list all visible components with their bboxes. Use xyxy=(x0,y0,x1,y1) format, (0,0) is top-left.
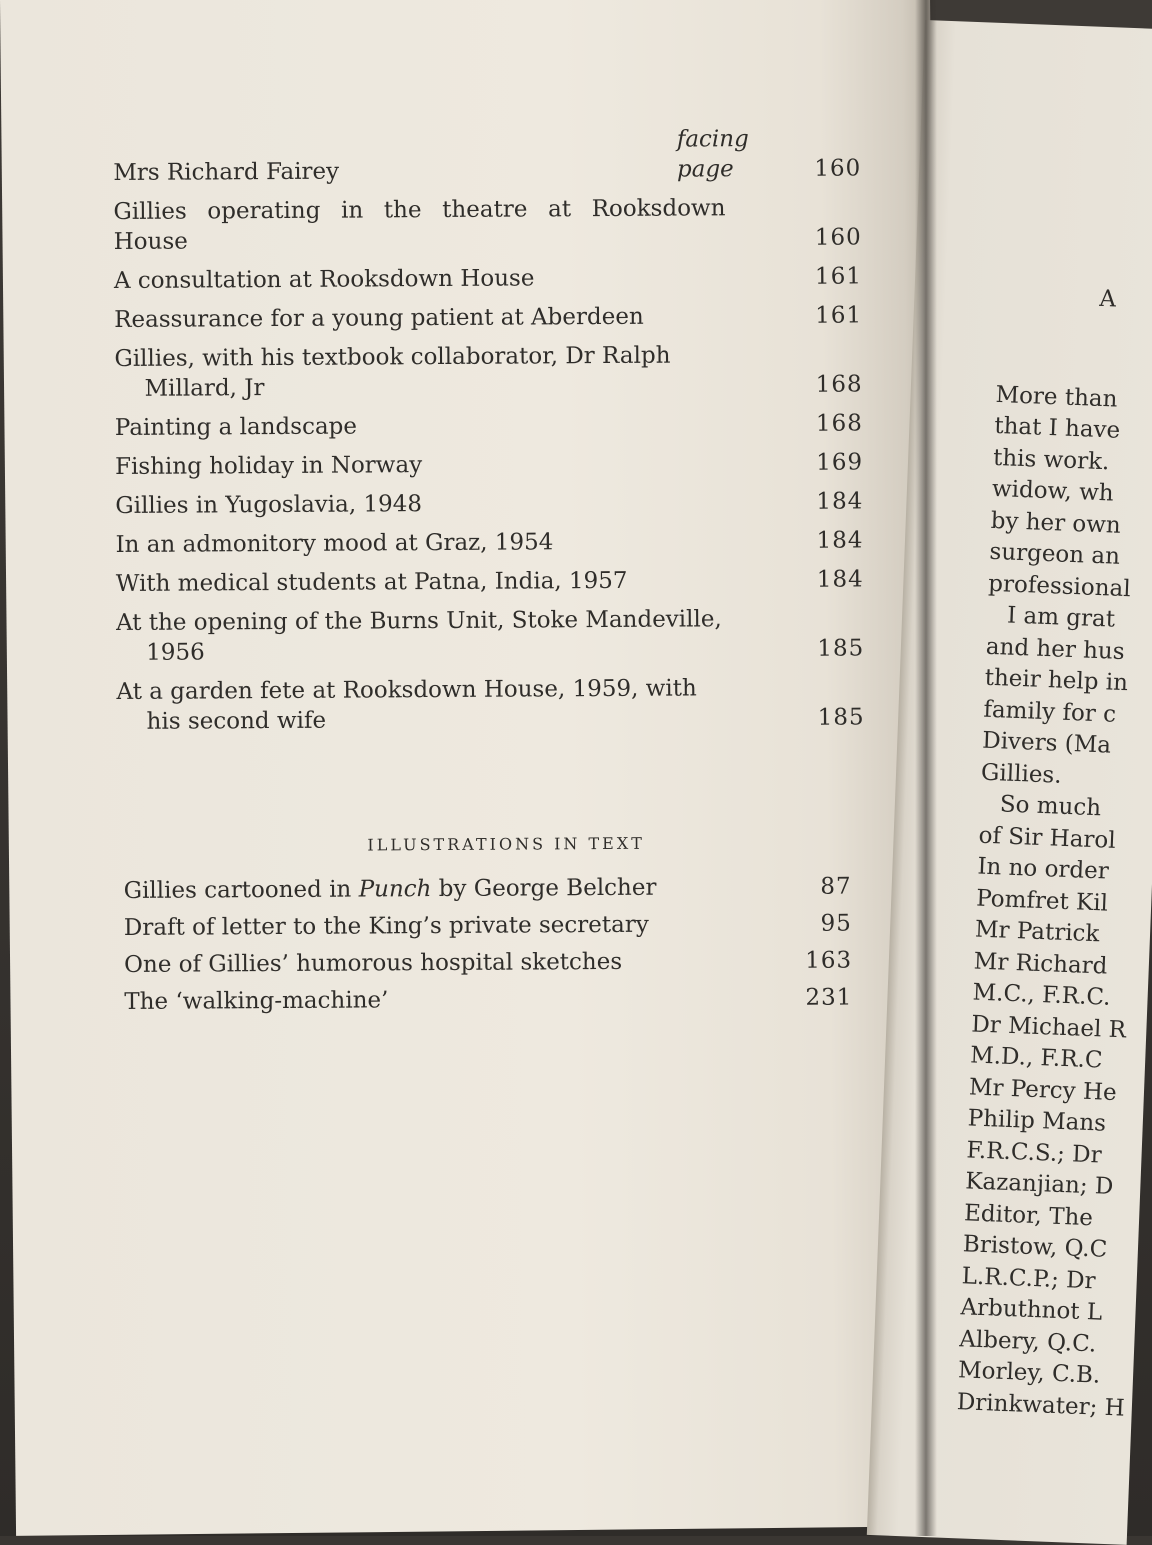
page-number: 185 xyxy=(817,704,865,731)
list-item xyxy=(116,603,864,668)
entry-title-text: Gillies cartooned in xyxy=(123,876,359,904)
list-item xyxy=(113,192,861,257)
text-line: Editor, The xyxy=(963,1199,1094,1231)
text-line: by her own xyxy=(990,507,1122,539)
page-number: 95 xyxy=(820,910,852,937)
page-number: 231 xyxy=(805,984,853,1011)
entry-title xyxy=(114,340,726,404)
list-item xyxy=(118,908,866,943)
text-line: Kazanjian; D xyxy=(964,1168,1114,1201)
list-item xyxy=(115,486,863,521)
entry-title-italic: Punch xyxy=(358,876,432,903)
text-line: Drinkwater; H xyxy=(956,1388,1126,1422)
entry-title-text: The ‘walking-machine’ xyxy=(124,987,389,1015)
entry-title xyxy=(114,262,726,296)
text-line: that I have xyxy=(993,412,1121,444)
text-line: professional xyxy=(987,570,1132,602)
page-number: 184 xyxy=(816,488,864,515)
text-line: Albery, Q.C. xyxy=(958,1325,1097,1357)
page-number: 87 xyxy=(820,873,852,900)
plates-list xyxy=(113,123,865,737)
entry-title-line: Gillies operating in the theatre at Rooksdown House xyxy=(113,195,726,255)
page-number: 160 xyxy=(814,155,862,182)
acknowledgements-heading: A xyxy=(1098,285,1119,313)
text-line: Bristow, Q.C xyxy=(962,1231,1108,1263)
text-line: widow, wh xyxy=(991,475,1115,507)
text-line: surgeon an xyxy=(989,538,1121,570)
page-number: 169 xyxy=(816,449,864,476)
list-item xyxy=(114,339,862,404)
entry-title xyxy=(115,409,727,443)
page-number: 184 xyxy=(816,527,864,554)
page-number: 184 xyxy=(816,566,864,593)
text-line: Mr Patrick xyxy=(974,916,1100,948)
text-line: Pomfret Kil xyxy=(975,885,1109,917)
entry-title-line: With medical students at Patna, India, 1957 xyxy=(115,567,628,597)
entry-page-column xyxy=(812,222,862,252)
entry-title-line: his second wife xyxy=(146,707,327,735)
entry-page-column xyxy=(813,447,863,477)
page-number: 168 xyxy=(815,410,863,437)
text-line: family for c xyxy=(983,696,1117,728)
list-item xyxy=(116,564,864,599)
list-item xyxy=(114,261,862,296)
text-line: this work. xyxy=(992,444,1110,475)
page-number: 160 xyxy=(814,224,862,251)
text-line: and her hus xyxy=(985,633,1126,665)
entry-title xyxy=(124,985,388,1017)
entry-page-column xyxy=(813,486,863,516)
page-number: 163 xyxy=(805,947,853,974)
entry-title xyxy=(116,604,728,668)
book-gutter xyxy=(915,0,937,1536)
list-item xyxy=(115,525,863,560)
page-number: 161 xyxy=(815,302,863,329)
entry-title-line: Painting a landscape xyxy=(114,413,358,441)
entry-title xyxy=(113,193,725,257)
entry-title-line: Fishing holiday in Norway xyxy=(114,452,423,480)
list-item xyxy=(115,447,863,482)
entry-title-text: One of Gillies’ humorous hospital sketches xyxy=(124,948,623,978)
text-line: F.R.C.S.; Dr xyxy=(966,1136,1103,1169)
text-line: of Sir Harol xyxy=(978,822,1117,854)
text-line: Morley, C.B. xyxy=(957,1357,1101,1389)
entry-title-line: 1956 xyxy=(146,639,205,666)
text-line: M.C., F.R.C. xyxy=(972,979,1112,1011)
list-item xyxy=(114,300,862,335)
entry-page-column xyxy=(814,633,864,663)
text-line: Gillies. xyxy=(980,759,1063,789)
entry-title xyxy=(124,910,649,943)
entry-title xyxy=(124,947,622,980)
text-line: M.D., F.R.C xyxy=(969,1042,1103,1074)
text-line: Philip Mans xyxy=(967,1105,1107,1137)
entry-title xyxy=(113,155,677,188)
text-line: Divers (Ma xyxy=(981,727,1112,759)
entry-page-column xyxy=(814,564,864,594)
text-line: Mr Percy He xyxy=(968,1073,1118,1106)
entry-title xyxy=(124,873,657,906)
entry-title-line: A consultation at Rooksdown House xyxy=(113,265,535,294)
entry-title xyxy=(115,487,727,521)
entry-page-column xyxy=(812,300,862,330)
list-item xyxy=(118,982,866,1017)
entry-title-line: At the opening of the Burns Unit, Stoke Mandeville, xyxy=(115,606,722,636)
entry-page-column xyxy=(812,369,862,399)
text-line: Mr Richard xyxy=(973,948,1108,980)
list-item xyxy=(118,871,866,906)
text-line: Arbuthnot L xyxy=(960,1294,1103,1326)
entry-title-line: Gillies in Yugoslavia, 1948 xyxy=(115,491,423,519)
page-number: 168 xyxy=(815,371,863,398)
entry-title-line: In an admonitory mood at Graz, 1954 xyxy=(115,529,554,558)
entry-title-line: Mrs Richard Fairey xyxy=(113,158,340,186)
text-line: I am grat xyxy=(1006,602,1116,633)
page-number: 161 xyxy=(814,263,863,290)
text-line: L.R.C.P.; Dr xyxy=(961,1262,1097,1294)
list-item xyxy=(113,123,861,188)
list-of-illustrations xyxy=(113,123,866,1024)
text-line: More than xyxy=(995,381,1118,413)
text-line: In no order xyxy=(976,853,1110,885)
entry-page-column xyxy=(813,408,863,438)
entry-page-column xyxy=(813,525,863,555)
list-item xyxy=(116,672,864,737)
text-illustrations-list xyxy=(118,871,867,1017)
entry-title-line: Millard, Jr xyxy=(144,375,265,402)
entry-page-column xyxy=(812,261,862,291)
list-item xyxy=(115,408,863,443)
entry-title-text: by George Belcher xyxy=(431,874,657,903)
text-line: So much xyxy=(999,791,1102,822)
facing-page-label: facing page xyxy=(676,126,749,183)
text-line: their help in xyxy=(984,664,1129,697)
entry-page-column xyxy=(677,123,862,184)
section-heading: ILLUSTRATIONS IN TEXT xyxy=(367,833,645,855)
entry-title-text: Draft of letter to the King’s private secretary xyxy=(123,911,649,941)
entry-title xyxy=(114,301,726,335)
entry-title xyxy=(116,565,728,599)
entry-title xyxy=(115,448,727,482)
entry-title-line: Reassurance for a young patient at Aberdeen xyxy=(114,303,644,333)
page-number: 185 xyxy=(817,635,865,662)
entry-title xyxy=(115,526,727,560)
entry-title-line: At a garden fete at Rooksdown House, 1959, with xyxy=(116,675,697,705)
entry-title xyxy=(116,673,728,737)
list-item xyxy=(118,945,866,980)
entry-page-column xyxy=(815,702,865,732)
entry-title-line: Gillies, with his textbook collaborator, Dr Ralph xyxy=(114,342,671,372)
text-line: Dr Michael R xyxy=(970,1010,1127,1043)
